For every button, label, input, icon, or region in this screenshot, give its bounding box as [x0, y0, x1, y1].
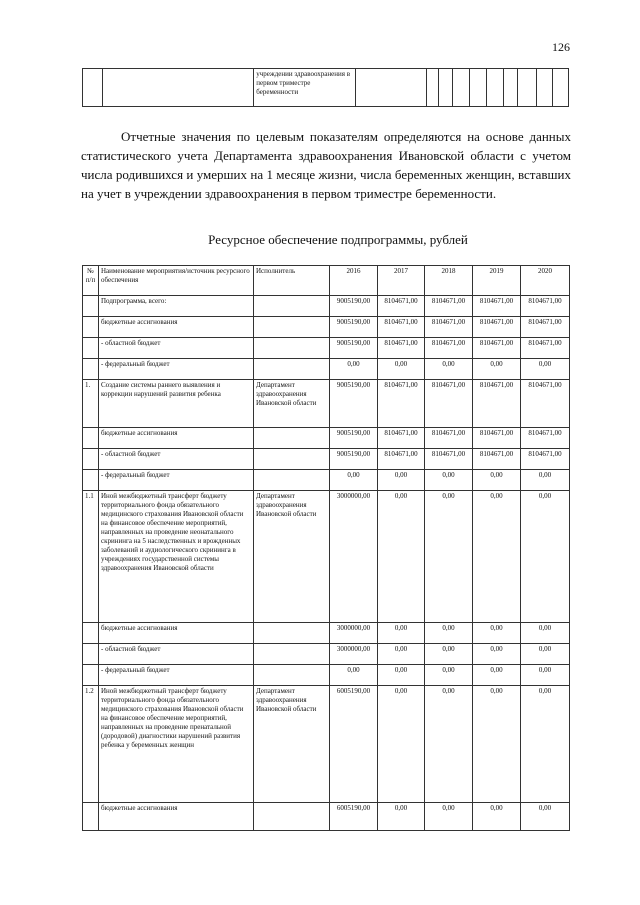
row-num	[83, 665, 99, 686]
row-value: 0,00	[378, 359, 425, 380]
row-value: 8104671,00	[425, 338, 473, 359]
table-row	[83, 623, 570, 644]
row-value: 0,00	[473, 665, 521, 686]
row-name: - федеральный бюджет	[99, 665, 254, 686]
row-value: 0,00	[521, 359, 570, 380]
table-heading: Ресурсное обеспечение подпрограммы, рублей	[208, 232, 468, 247]
table-row	[83, 317, 570, 338]
page-number: 126	[552, 40, 570, 54]
header-year: 2020	[521, 266, 570, 296]
row-value: 8104671,00	[521, 296, 570, 317]
row-executor	[254, 623, 330, 644]
row-num	[83, 623, 99, 644]
row-value: 0,00	[425, 359, 473, 380]
row-value: 3000000,00	[330, 644, 378, 665]
row-value: 0,00	[521, 491, 570, 623]
row-name: бюджетные ассигнования	[99, 623, 254, 644]
row-executor	[254, 803, 330, 831]
row-name: - федеральный бюджет	[99, 359, 254, 380]
row-value: 0,00	[473, 623, 521, 644]
table-row	[83, 665, 570, 686]
row-value: 8104671,00	[378, 428, 425, 449]
row-value: 0,00	[473, 491, 521, 623]
row-value: 3000000,00	[330, 491, 378, 623]
row-num: 1.	[83, 380, 99, 428]
header-name: Наименование мероприятия/источник ресурсного обеспечения	[99, 266, 254, 296]
row-value: 0,00	[425, 623, 473, 644]
row-name: Иной межбюджетный трансферт бюджету территориального фонда обязательного медицинского страхования Ивановской области на финансовое обеспечение мероприятий, направленных на проведение пренатальной (дородовой) диагностики нарушений развития ребенка у беременных женщин	[99, 686, 254, 803]
row-value: 0,00	[521, 623, 570, 644]
header-year: 2018	[425, 266, 473, 296]
table-row	[83, 686, 570, 803]
header-year: 2016	[330, 266, 378, 296]
row-executor	[254, 449, 330, 470]
row-value: 0,00	[473, 686, 521, 803]
row-name: бюджетные ассигнования	[99, 428, 254, 449]
row-num	[83, 449, 99, 470]
row-value: 8104671,00	[378, 317, 425, 338]
row-value: 3000000,00	[330, 623, 378, 644]
paragraph-text: Отчетные значения по целевым показателям определяются на основе данных статистического учета Департамента здравоохранения Ивановской области с учетом числа родившихся и умерших на 1 месяце жизни, числа беременных женщин, вставших на учет в учреждении здравоохранения в первом триместре беременности.	[81, 129, 571, 201]
row-value: 9005190,00	[330, 449, 378, 470]
row-executor	[254, 359, 330, 380]
row-value: 0,00	[378, 491, 425, 623]
row-name: Подпрограмма, всего:	[99, 296, 254, 317]
row-value: 8104671,00	[521, 317, 570, 338]
row-name: бюджетные ассигнования	[99, 803, 254, 831]
row-num	[83, 296, 99, 317]
row-name: - областной бюджет	[99, 338, 254, 359]
row-value: 0,00	[378, 644, 425, 665]
row-num: 1.1	[83, 491, 99, 623]
table-row	[83, 470, 570, 491]
row-value: 0,00	[521, 803, 570, 831]
row-value: 8104671,00	[473, 296, 521, 317]
row-value: 8104671,00	[473, 449, 521, 470]
table-row	[83, 428, 570, 449]
row-name: бюджетные ассигнования	[99, 317, 254, 338]
row-value: 0,00	[473, 803, 521, 831]
row-value: 8104671,00	[473, 317, 521, 338]
row-value: 9005190,00	[330, 380, 378, 428]
row-executor	[254, 296, 330, 317]
row-executor	[254, 644, 330, 665]
row-executor	[254, 665, 330, 686]
row-executor: Департамент здравоохранения Ивановской области	[254, 491, 330, 623]
row-value: 0,00	[425, 644, 473, 665]
row-value: 9005190,00	[330, 296, 378, 317]
row-num	[83, 338, 99, 359]
row-executor	[254, 317, 330, 338]
row-value: 8104671,00	[425, 428, 473, 449]
header-year: 2017	[378, 266, 425, 296]
row-value: 8104671,00	[378, 296, 425, 317]
row-executor: Департамент здравоохранения Ивановской области	[254, 686, 330, 803]
row-value: 9005190,00	[330, 338, 378, 359]
top-table-text: учреждении здравоохранения в первом триместре беременности	[254, 69, 356, 107]
row-value: 0,00	[425, 803, 473, 831]
row-value: 8104671,00	[521, 338, 570, 359]
row-value: 8104671,00	[521, 428, 570, 449]
body-paragraph	[81, 127, 571, 203]
table-row	[83, 338, 570, 359]
row-value: 0,00	[521, 686, 570, 803]
row-value: 8104671,00	[473, 428, 521, 449]
row-value: 0,00	[330, 470, 378, 491]
row-num	[83, 317, 99, 338]
row-value: 0,00	[425, 491, 473, 623]
row-name: - областной бюджет	[99, 449, 254, 470]
table-row	[83, 380, 570, 428]
header-num: № п/п	[83, 266, 99, 296]
resource-table	[82, 265, 570, 831]
row-num	[83, 359, 99, 380]
table-row	[83, 803, 570, 831]
row-num	[83, 428, 99, 449]
row-value: 0,00	[473, 359, 521, 380]
row-name: - областной бюджет	[99, 644, 254, 665]
row-num	[83, 803, 99, 831]
row-value: 6005190,00	[330, 803, 378, 831]
table-header-row	[83, 266, 570, 296]
table-row	[83, 359, 570, 380]
row-name: Иной межбюджетный трансферт бюджету территориального фонда обязательного медицинского страхования Ивановской области на финансовое обеспечение мероприятий, направленных на проведение неонатального скрининга на 5 наследственных и врожденных заболеваний и аудиологического скрининга в учреждениях государственной системы здравоохранения Ивановской области	[99, 491, 254, 623]
row-value: 8104671,00	[378, 449, 425, 470]
row-num	[83, 644, 99, 665]
row-value: 0,00	[521, 470, 570, 491]
row-value: 0,00	[330, 665, 378, 686]
row-value: 8104671,00	[425, 449, 473, 470]
row-value: 8104671,00	[378, 338, 425, 359]
table-row	[83, 296, 570, 317]
row-value: 8104671,00	[521, 449, 570, 470]
row-value: 0,00	[425, 665, 473, 686]
row-value: 0,00	[378, 803, 425, 831]
top-table-fragment	[82, 68, 569, 107]
row-value: 0,00	[473, 470, 521, 491]
header-executor: Исполнитель	[254, 266, 330, 296]
row-num: 1.2	[83, 686, 99, 803]
row-value: 8104671,00	[521, 380, 570, 428]
row-value: 9005190,00	[330, 317, 378, 338]
header-year: 2019	[473, 266, 521, 296]
row-value: 0,00	[330, 359, 378, 380]
row-value: 0,00	[378, 623, 425, 644]
row-value: 8104671,00	[425, 296, 473, 317]
row-value: 0,00	[425, 686, 473, 803]
row-value: 8104671,00	[378, 380, 425, 428]
row-value: 0,00	[521, 644, 570, 665]
row-value: 8104671,00	[425, 380, 473, 428]
row-value: 0,00	[378, 470, 425, 491]
row-value: 6005190,00	[330, 686, 378, 803]
table-row	[83, 449, 570, 470]
row-value: 0,00	[378, 665, 425, 686]
row-executor: Департамент здравоохранения Ивановской области	[254, 380, 330, 428]
row-value: 8104671,00	[425, 317, 473, 338]
row-value: 8104671,00	[473, 380, 521, 428]
row-executor	[254, 338, 330, 359]
row-value: 0,00	[425, 470, 473, 491]
row-name: Создание системы раннего выявления и коррекции нарушений развития ребенка	[99, 380, 254, 428]
row-value: 0,00	[378, 686, 425, 803]
row-value: 0,00	[473, 644, 521, 665]
row-value: 0,00	[521, 665, 570, 686]
table-row	[83, 644, 570, 665]
row-num	[83, 470, 99, 491]
row-value: 9005190,00	[330, 428, 378, 449]
row-name: - федеральный бюджет	[99, 470, 254, 491]
row-executor	[254, 428, 330, 449]
row-executor	[254, 470, 330, 491]
row-value: 8104671,00	[473, 338, 521, 359]
table-row	[83, 491, 570, 623]
